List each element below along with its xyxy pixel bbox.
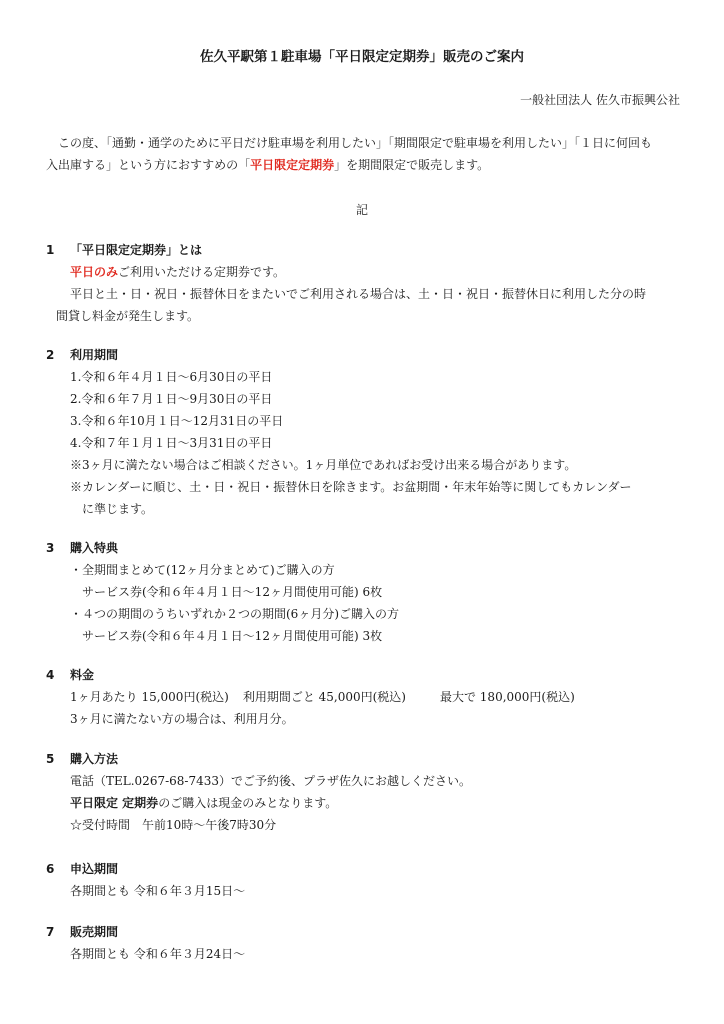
price-per-period: 利用期間ごと 45,000円(税込) (242, 690, 406, 704)
section-1-line-1 (46, 261, 686, 283)
section-2-title: 利用期間 (70, 348, 119, 362)
section-3 (46, 537, 686, 647)
intro-text-2: 入出庫する」という方におすすめの「 (46, 158, 251, 172)
section-2-number: 2 (46, 348, 55, 362)
intro-text-1: この度、「通勤・通学のために平日だけ駐車場を利用したい」「期間限定で駐車場を利用したい」「１日に何回も (58, 136, 653, 150)
section-3-number: 3 (46, 541, 55, 555)
period-note-2-cont: に準じます。 (82, 502, 154, 516)
purchase-line-2-text: のご購入は現金のみとなります。 (158, 796, 338, 810)
section-4-number: 4 (46, 668, 55, 682)
section-5-number: 5 (46, 752, 55, 766)
period-note-1: ※3ヶ月に満たない場合はご相談ください。1ヶ月単位であればお受け出来る場合があります。 (70, 458, 577, 472)
section-5-heading (46, 748, 686, 770)
organization-name: 一般社団法人 佐久市振興公社 (520, 93, 680, 107)
ki-heading: 記 (355, 203, 368, 217)
section-6 (46, 858, 686, 902)
purchase-line-2-bold: 平日限定 定期券 (70, 796, 159, 810)
section-1-line-3: 間貸し料金が発生します。 (56, 309, 200, 323)
intro-text-3: 」を期間限定で販売します。 (334, 158, 490, 172)
section-1-heading (46, 239, 686, 261)
purchase-line-1: 電話（TEL.0267-68-7433）でご予約後、プラザ佐久にお越しください。 (70, 774, 472, 788)
period-note-2: ※カレンダーに順じ、土・日・祝日・振替休日を除きます。お盆期間・年末年始等に関してもカレンダー (70, 480, 632, 494)
section-3-title: 購入特典 (70, 541, 119, 555)
section-4-title: 料金 (70, 668, 95, 682)
purchase-line-2 (46, 792, 686, 814)
application-period: 各期間とも 令和６年３月15日～ (70, 884, 246, 898)
section-6-number: 6 (46, 862, 55, 876)
price-note: 3ヶ月に満たない方の場合は、利用月分。 (70, 712, 294, 726)
section-1-line-2: 平日と土・日・祝日・振替休日をまたいでご利用される場合は、土・日・祝日・振替休日に利用した分の時 (70, 287, 647, 301)
section-7 (46, 921, 686, 965)
benefit-2-detail: サービス券(令和６年４月１日～12ヶ月間使用可能) 3枚 (82, 629, 383, 643)
period-item-2: 2.令和６年７月１日～9月30日の平日 (70, 392, 273, 406)
period-item-4: 4.令和７年１月１日～3月31日の平日 (70, 436, 273, 450)
section-1 (46, 239, 686, 327)
section-7-heading (46, 921, 686, 943)
benefit-2: ・４つの期間のうちいずれか２つの期間(6ヶ月分)ご購入の方 (70, 607, 400, 621)
section-6-title: 申込期間 (70, 862, 119, 876)
section-1-number: 1 (46, 243, 55, 257)
section-7-title: 販売期間 (70, 925, 119, 939)
section-3-heading (46, 537, 686, 559)
intro-paragraph (46, 132, 682, 176)
section-7-number: 7 (46, 925, 55, 939)
section-5 (46, 748, 686, 836)
section-5-title: 購入方法 (70, 752, 119, 766)
price-max: 最大で 180,000円(税込) (439, 690, 575, 704)
section-2 (46, 344, 686, 520)
period-item-1: 1.令和６年４月１日～6月30日の平日 (70, 370, 273, 384)
weekday-only-highlight: 平日のみ (70, 265, 119, 279)
section-6-heading (46, 858, 686, 880)
benefit-1-detail: サービス券(令和６年４月１日～12ヶ月間使用可能) 6枚 (82, 585, 383, 599)
section-2-heading (46, 344, 686, 366)
period-item-3: 3.令和６年10月１日～12月31日の平日 (70, 414, 284, 428)
section-1-title: 「平日限定定期券」とは (70, 243, 203, 257)
section-1-line-1-text: ご利用いただける定期券です。 (118, 265, 286, 279)
benefit-1: ・全期間まとめて(12ヶ月分まとめて)ご購入の方 (70, 563, 335, 577)
section-4 (46, 664, 686, 730)
page-title: 佐久平駅第１駐車場「平日限定定期券」販売のご案内 (200, 49, 524, 65)
reception-hours: ☆受付時間 午前10時～午後7時30分 (70, 818, 277, 832)
section-4-heading (46, 664, 686, 686)
price-monthly: 1ヶ月あたり 15,000円(税込) (70, 690, 229, 704)
sales-period: 各期間とも 令和６年３月24日～ (70, 947, 246, 961)
intro-highlight: 平日限定定期券 (250, 158, 335, 172)
price-line (46, 686, 686, 708)
